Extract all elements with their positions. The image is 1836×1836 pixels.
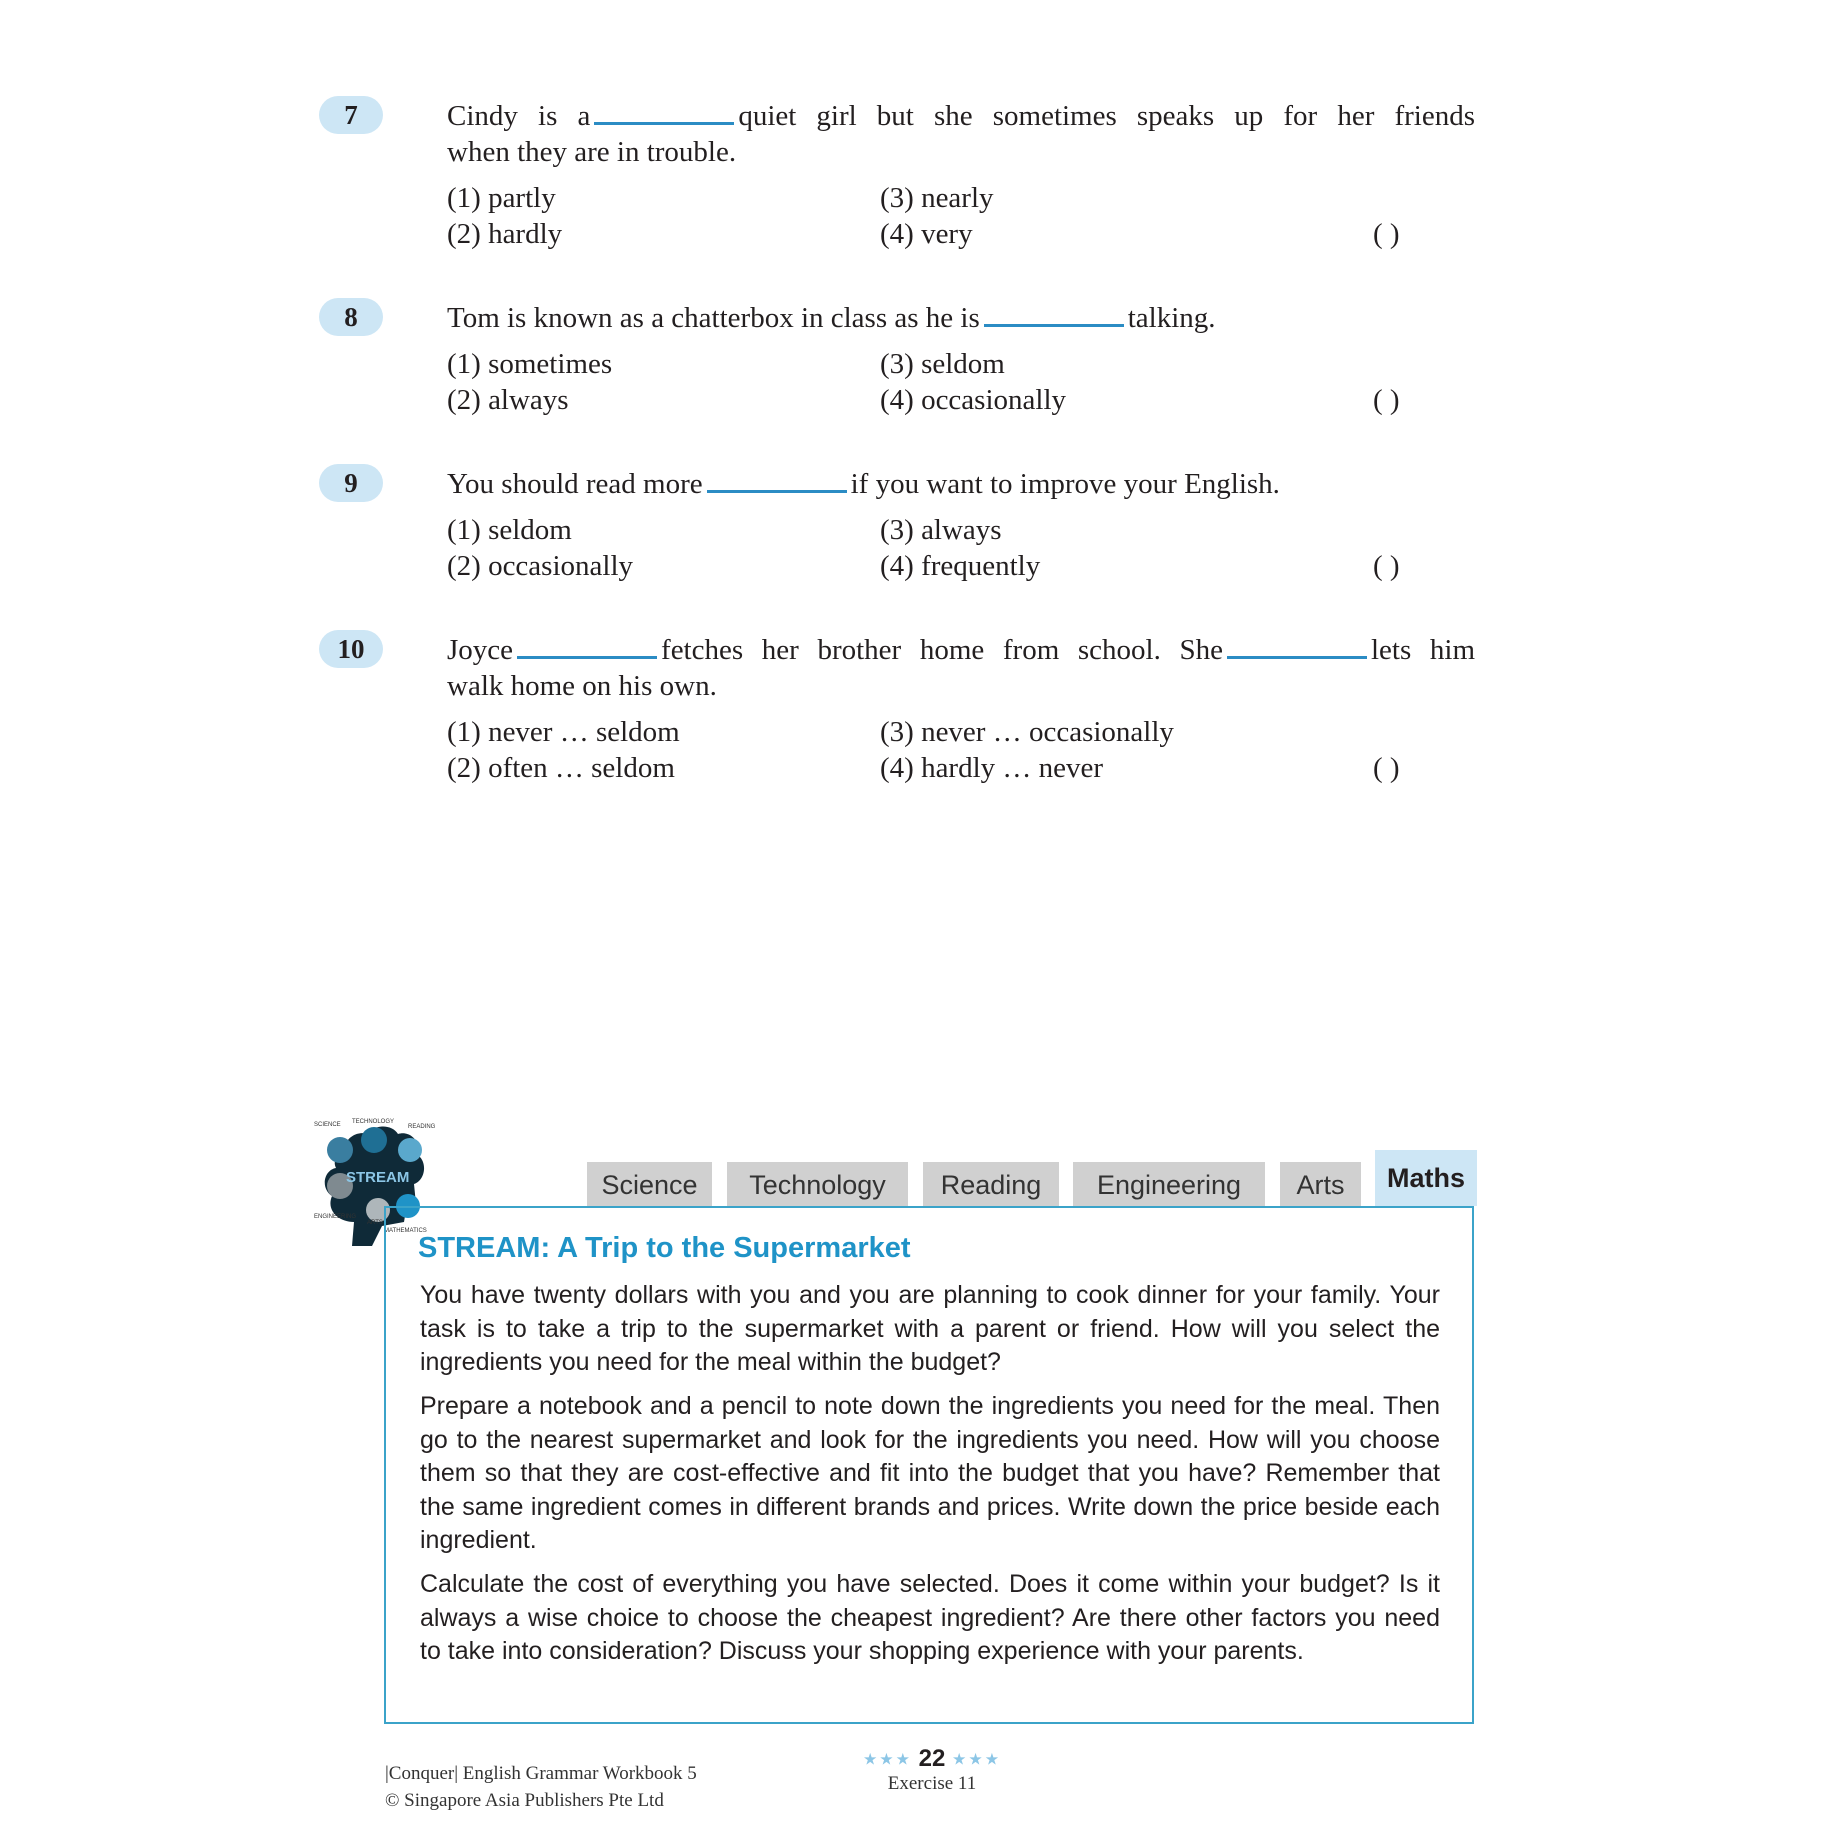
option-1[interactable]: (1) seldom: [447, 514, 572, 546]
svg-text:SCIENCE: SCIENCE: [314, 1122, 341, 1128]
answer-blank[interactable]: [1227, 630, 1367, 659]
footer-page-info: [842, 1745, 1022, 1795]
page-number: 22: [918, 1745, 946, 1772]
option-4[interactable]: (4) frequently: [880, 550, 1041, 582]
option-4[interactable]: (4) hardly … never: [880, 752, 1104, 784]
tab-reading[interactable]: Reading: [923, 1162, 1059, 1208]
option-1[interactable]: (1) never … seldom: [447, 716, 680, 748]
option-2[interactable]: (2) hardly: [447, 218, 563, 250]
option-3[interactable]: (3) always: [880, 514, 1002, 546]
option-1[interactable]: (1) sometimes: [447, 348, 613, 380]
star-icon: ★★★: [862, 1751, 912, 1769]
tab-technology[interactable]: Technology: [727, 1162, 908, 1208]
answer-bracket[interactable]: ( ): [1373, 218, 1400, 250]
answer-blank[interactable]: [594, 96, 734, 125]
svg-text:ENGINEERING: ENGINEERING: [314, 1214, 357, 1220]
tab-science[interactable]: Science: [587, 1162, 712, 1208]
tab-maths[interactable]: Maths: [1375, 1150, 1477, 1206]
stream-paragraph-3: Calculate the cost of everything you have selected. Does it come within your budget? Is it always a wise choice to choose the cheapest ingredient? Are there other factors you need to take into consideration? Discuss your shopping experience with your parents.: [420, 1570, 1440, 1665]
footer-copyright: © Singapore Asia Publishers Pte Ltd: [385, 1790, 664, 1811]
exercise-label: Exercise 11: [887, 1773, 977, 1794]
tab-arts[interactable]: Arts: [1280, 1162, 1361, 1208]
option-4[interactable]: (4) very: [880, 218, 973, 250]
svg-text:MATHEMATICS: MATHEMATICS: [384, 1228, 427, 1234]
answer-bracket[interactable]: ( ): [1373, 550, 1400, 582]
svg-text:STREAM: STREAM: [346, 1169, 410, 1186]
svg-text:ARTS: ARTS: [367, 1220, 383, 1226]
star-icon: ★★★: [952, 1751, 1002, 1769]
stream-title: STREAM: A Trip to the Supermarket: [418, 1232, 911, 1264]
answer-blank[interactable]: [707, 464, 847, 493]
stream-paragraph-2: Prepare a notebook and a pencil to note down the ingredients you need for the meal. Then go to the nearest supermarket and look for the ingredients you need. How will you choose them so that they are cost-effective and fit into the budget that you have? Remember that the same ingredient comes in different brands and prices. Write down the price beside each ingredient.: [420, 1392, 1440, 1554]
question-stem: Joyce fetches her brother home from school. She lets him walk home on his own.: [447, 630, 1475, 704]
question-stem: Tom is known as a chatterbox in class as he is talking.: [447, 298, 1475, 336]
footer-book-title: |Conquer| English Grammar Workbook 5: [385, 1763, 697, 1784]
answer-bracket[interactable]: ( ): [1373, 384, 1400, 416]
svg-text:TECHNOLOGY: TECHNOLOGY: [352, 1119, 395, 1125]
footer-book-info: [385, 1760, 697, 1814]
option-1[interactable]: (1) partly: [447, 182, 556, 214]
option-2[interactable]: (2) occasionally: [447, 550, 634, 582]
stream-paragraph-1: You have twenty dollars with you and you are planning to cook dinner for your family. Your task is to take a trip to the supermarket with a parent or friend. How will you select the ingredients you need for the meal within the budget?: [420, 1281, 1440, 1376]
answer-blank[interactable]: [517, 630, 657, 659]
option-3[interactable]: (3) never … occasionally: [880, 716, 1174, 748]
option-2[interactable]: (2) always: [447, 384, 569, 416]
question-number: 8: [319, 298, 383, 336]
question-number: 9: [319, 464, 383, 502]
svg-text:READING: READING: [408, 1124, 436, 1130]
option-3[interactable]: (3) seldom: [880, 348, 1005, 380]
tab-engineering[interactable]: Engineering: [1073, 1162, 1265, 1208]
option-4[interactable]: (4) occasionally: [880, 384, 1067, 416]
question-number: 7: [319, 96, 383, 134]
option-2[interactable]: (2) often … seldom: [447, 752, 675, 784]
question-stem: Cindy is a quiet girl but she sometimes speaks up for her friends when they are in trouble.: [447, 96, 1475, 170]
question-number: 10: [319, 630, 383, 668]
answer-bracket[interactable]: ( ): [1373, 752, 1400, 784]
answer-blank[interactable]: [984, 298, 1124, 327]
option-3[interactable]: (3) nearly: [880, 182, 994, 214]
question-stem: You should read more if you want to improve your English.: [447, 464, 1475, 502]
